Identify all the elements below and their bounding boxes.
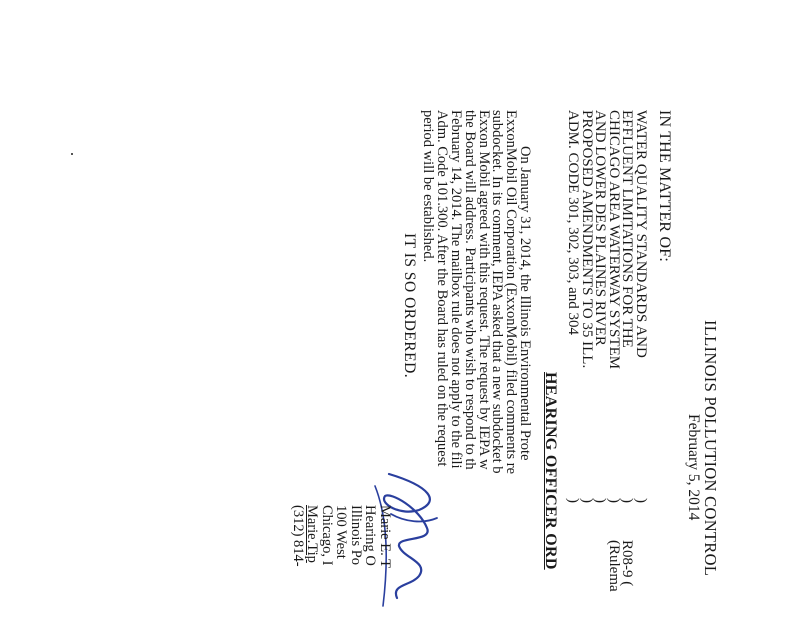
signer-title: Hearing O (362, 505, 379, 566)
agency-header: ILLINOIS POLLUTION CONTROL (701, 320, 720, 577)
closing-statement: IT IS SO ORDERED. (401, 233, 418, 379)
caption-line: CHICAGO AREA WATERWAY SYSTEM (605, 110, 622, 370)
signer-email-link[interactable]: Marie.Tip (304, 505, 321, 563)
matter-label: IN THE MATTER OF: (656, 110, 673, 262)
caption-line: EFFLUENT LIMITATIONS FOR THE (619, 110, 636, 348)
caption-braces (565, 498, 647, 503)
signature-block (291, 505, 393, 568)
spacer (633, 540, 647, 592)
brace: ) (605, 498, 622, 503)
signer-phone: (312) 814- (290, 505, 306, 567)
docket-type: (Rulema (605, 540, 622, 592)
body-line: Adm. Code 101.300. After the Board has ruled on the request (434, 110, 451, 467)
signer-street: 100 West (333, 505, 350, 559)
brace: ) (578, 498, 595, 503)
stray-mark (71, 153, 73, 155)
body-line: On January 31, 2014, the Illinois Environmental Prote (517, 146, 533, 461)
body-line: February 14, 2014. The mailbox rule does not apply to the fili (448, 110, 465, 469)
caption-line: AND LOWER DES PLAINES RIVER (592, 110, 609, 346)
body-line: Exxon Mobil agreed with this request. The request by IEPA w (475, 110, 492, 470)
order-title: HEARING OFFICER ORD (542, 372, 559, 570)
case-caption (565, 110, 647, 369)
order-body (421, 110, 531, 474)
body-line: subdocket. In its comment, IEPA asked that a new subdocket b (489, 110, 506, 474)
body-line: the Board will address. Participants who wish to respond to th (461, 110, 478, 470)
docket-number: R08-9 ( (619, 540, 636, 587)
caption-line: WATER QUALITY STANDARDS AND (633, 110, 649, 358)
brace: ) (592, 498, 609, 503)
brace: ) (619, 498, 636, 503)
brace: ) (633, 498, 649, 503)
caption-line: ADM. CODE 301, 302, 303, and 304 (565, 110, 582, 335)
brace: ) (565, 498, 582, 503)
order-date: February 5, 2014 (685, 414, 702, 521)
caption-line: PROPOSED AMENDMENTS TO 35 ILL. (578, 110, 595, 369)
docket-info (606, 540, 647, 592)
signer-name: Marie E. T (377, 505, 393, 568)
signer-city: Chicago, I (319, 505, 335, 566)
signer-agency: Illinois Po (348, 505, 364, 566)
body-line: ExxonMobil Oil Corporation (ExxonMobil) filed comments re (503, 110, 520, 475)
body-line: period will be established. (420, 110, 437, 263)
